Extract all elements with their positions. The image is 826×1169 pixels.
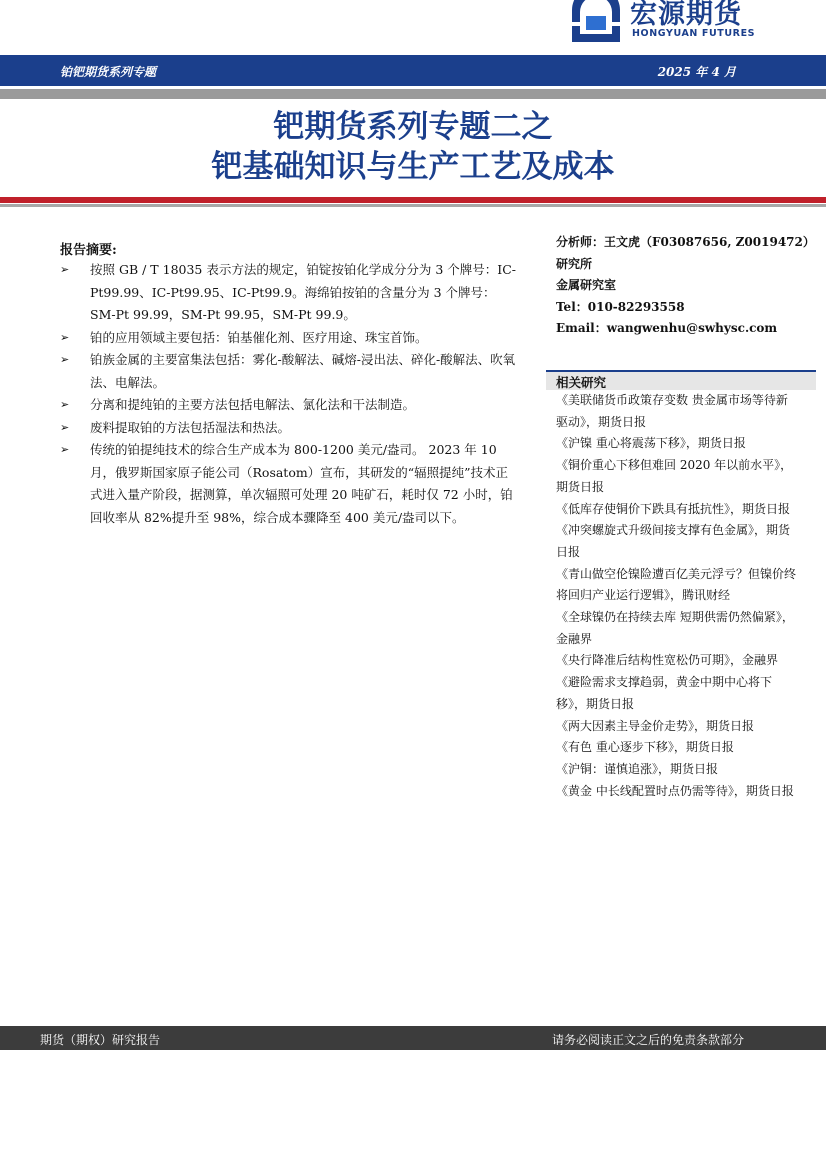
related-research-list	[556, 390, 796, 802]
logo-chinese-name: 宏源期货	[630, 0, 742, 30]
report-title-line-2: 钯基础知识与生产工艺及成本	[211, 149, 615, 185]
hongyuan-logo-icon	[568, 0, 624, 44]
footer-band	[0, 1026, 826, 1050]
bullet-arrow-icon: ➢	[60, 443, 70, 456]
related-item: 《避险需求支撑趋弱，黄金中期中心将下移》，期货日报	[556, 675, 773, 711]
summary-heading: 报告摘要:	[60, 243, 117, 258]
analyst-tel: Tel：010-82293558	[556, 299, 685, 314]
footer-report-type: 期货（期权）研究报告	[40, 1033, 161, 1047]
summary-item: ➢ 分离和提纯铂的主要方法包括电解法、氯化法和干法制造。	[60, 394, 520, 417]
report-date: 2025 年 4 月	[657, 65, 736, 79]
related-item: 《沪铜：谨慎追涨》，期货日报	[556, 761, 719, 776]
related-item: 《青山做空伦镍险遭百亿美元浮亏？但镍价终将回归产业运行逻辑》，腾讯财经	[556, 566, 797, 603]
related-research-header	[546, 370, 816, 390]
summary-item: ➢ 铂族金属的主要富集法包括：雾化-酸解法、碱熔-浸出法、碎化-酸解法、吹氧法、电解法。	[60, 349, 520, 394]
summary-item: ➢ 传统的铂提纯技术的综合生产成本为 800-1200 美元/盎司。 2023 年 10 月，俄罗斯国家原子能公司（Rosatom）宣布，其研发的“辐照提纯”技术正式进入量产阶段，据测算，单次辐照可处理 20 吨矿石，耗时仅 72 小时，铂回收率从 82%提升至 98%，综合成本骤降至 400 美元/盎司以下。	[60, 439, 520, 529]
logo-english-name: HONGYUAN FUTURES	[632, 28, 756, 39]
bullet-arrow-icon: ➢	[60, 263, 70, 276]
summary-item: ➢ 按照 GB / T 18035 表示方法的规定，铂锭按铂化学成分分为 3 个牌号：IC-Pt99.99、IC-Pt99.95、IC-Pt99.9。海绵铂按铂的含量分为 3 个牌号：SM-Pt 99.99，SM-Pt 99.95，SM-Pt 99.9。	[60, 259, 520, 327]
header-divider	[0, 89, 826, 99]
report-title-line-1: 钯期货系列专题二之	[273, 109, 553, 145]
bullet-arrow-icon: ➢	[60, 398, 70, 411]
title-divider-gray	[0, 204, 826, 207]
header-band	[0, 55, 826, 86]
bullet-arrow-icon: ➢	[60, 353, 70, 366]
report-series: 铂钯期货系列专题	[60, 65, 157, 79]
analyst-name: 分析师：王文虎（F03087656, Z0019472）	[556, 235, 815, 249]
related-item: 《两大因素主导金价走势》，期货日报	[556, 718, 755, 733]
footer-disclaimer-note: 请务必阅读正文之后的免责条款部分	[551, 1033, 744, 1047]
related-item: 《黄金 中长线配置时点仍需等待》，期货日报	[556, 783, 794, 798]
related-item: 《央行降准后结构性宽松仍可期》，金融界	[556, 653, 779, 668]
related-item: 《全球镍仍在持续去库 短期供需仍然偏紧》，金融界	[556, 610, 794, 646]
bullet-arrow-icon: ➢	[60, 330, 70, 344]
analyst-dept: 研究所	[556, 256, 593, 271]
analyst-info	[556, 232, 818, 340]
analyst-team: 金属研究室	[556, 278, 617, 292]
related-research-heading: 相关研究	[556, 375, 607, 390]
company-logo	[568, 0, 826, 46]
related-item: 《铜价重心下移但难回 2020 年以前水平》，期货日报	[556, 458, 793, 494]
related-item: 《沪镍 重心将震荡下移》，期货日报	[556, 436, 746, 451]
summary-item: ➢ 废料提取铂的方法包括湿法和热法。	[60, 417, 520, 440]
related-item: 《美联储货币政策存变数 贵金属市场等待新驱动》，期货日报	[556, 393, 788, 429]
related-item: 《冲突螺旋式升级间接支撑有色金属》，期货日报	[556, 523, 791, 559]
related-item: 《低库存使铜价下跌具有抵抗性》，期货日报	[556, 501, 791, 516]
bullet-arrow-icon: ➢	[60, 420, 70, 434]
summary-list	[60, 259, 520, 529]
title-divider-red	[0, 197, 826, 203]
summary-item: ➢ 铂的应用领域主要包括：铂基催化剂、医疗用途、珠宝首饰。	[60, 327, 520, 350]
related-item: 《有色 重心逐步下移》，期货日报	[556, 740, 734, 755]
analyst-email[interactable]: Email：wangwenhu@swhysc.com	[556, 321, 778, 335]
